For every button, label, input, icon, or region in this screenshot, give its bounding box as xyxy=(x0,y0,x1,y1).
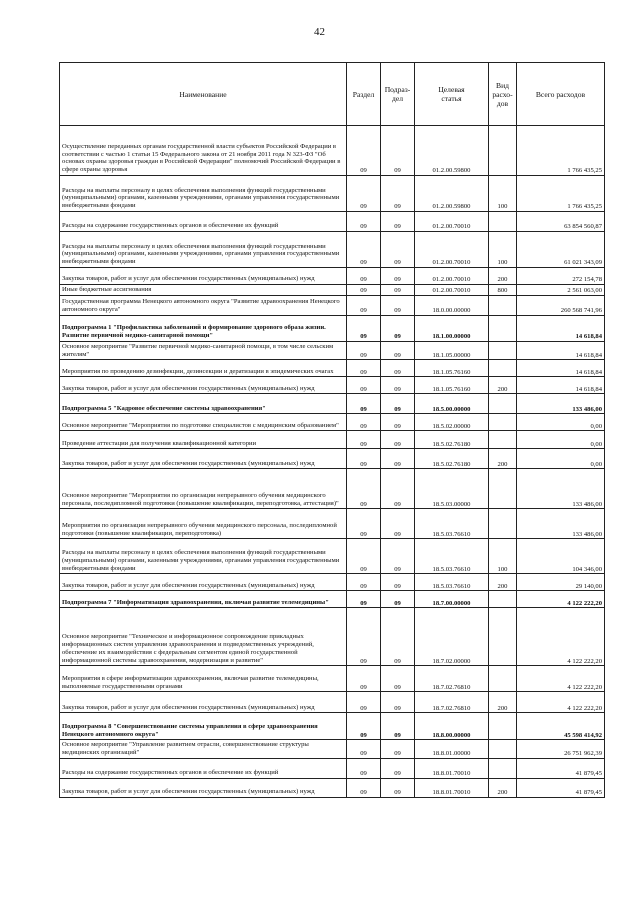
row-article-cell: 18.0.00.00000 xyxy=(415,295,489,315)
row-name-cell: Расходы на содержание государственных органов и обеспечение их функций xyxy=(60,758,347,778)
row-amount-cell: 133 486,00 xyxy=(517,394,605,414)
row-name-cell: Подпрограмма 7 "Информатизация здравоохранения, включая развитие телемедицины" xyxy=(60,591,347,608)
table-row xyxy=(60,341,605,360)
row-article-cell: 18.5.03.00000 xyxy=(415,469,489,509)
table-row xyxy=(60,449,605,469)
row-name-cell: Расходы на выплаты персоналу в целях обеспечения выполнения функций государственными (муниципальными) органами, казенными учреждениями, органами управления государственными внебюджетными фондами xyxy=(60,176,347,212)
row-name-cell: Основное мероприятие "Техническое и информационное сопровождение прикладных информационных систем управления здравоохранения и подведомственных учреждений, обеспечение их взаимодействия с федеральным сегментом единой государственной информационной системы здравоохранения, модернизация и развитие" xyxy=(60,608,347,666)
row-expense-type-cell xyxy=(489,469,517,509)
row-expense-type-cell: 100 xyxy=(489,539,517,574)
row-subsection-cell: 09 xyxy=(381,394,415,414)
row-subsection-cell: 09 xyxy=(381,692,415,713)
row-section-cell: 09 xyxy=(347,126,381,176)
row-section-cell: 09 xyxy=(347,232,381,268)
table-row xyxy=(60,758,605,778)
page-number: 42 xyxy=(314,26,325,38)
row-amount-cell: 14 618,84 xyxy=(517,377,605,394)
row-article-cell: 01.2.00.70010 xyxy=(415,268,489,285)
row-name-cell: Закупка товаров, работ и услуг для обеспечения государственных (муниципальных) нужд xyxy=(60,778,347,797)
row-name-cell: Основное мероприятие "Управление развитием отрасли, совершенствование структуры медицинских организаций" xyxy=(60,740,347,759)
row-section-cell: 09 xyxy=(347,574,381,591)
row-article-cell: 01.2.00.59800 xyxy=(415,176,489,212)
table-row xyxy=(60,377,605,394)
row-section-cell: 09 xyxy=(347,268,381,285)
table-header-row xyxy=(60,63,605,126)
row-subsection-cell: 09 xyxy=(381,431,415,449)
row-name-cell: Закупка товаров, работ и услуг для обеспечения государственных (муниципальных) нужд xyxy=(60,574,347,591)
row-name-cell: Подпрограмма 1 "Профилактика заболеваний и формирование здорового образа жизни. Развитие первичной медико-санитарной помощи" xyxy=(60,315,347,341)
table-row xyxy=(60,431,605,449)
row-name-cell: Мероприятия по проведению дезинфекции, дезинсекции и дератизации в эпидемических очагах xyxy=(60,360,347,377)
row-expense-type-cell: 100 xyxy=(489,232,517,268)
row-expense-type-cell: 100 xyxy=(489,176,517,212)
row-subsection-cell: 09 xyxy=(381,778,415,797)
row-expense-type-cell: 200 xyxy=(489,778,517,797)
row-section-cell: 09 xyxy=(347,539,381,574)
row-name-cell: Закупка товаров, работ и услуг для обеспечения государственных (муниципальных) нужд xyxy=(60,377,347,394)
table-row xyxy=(60,232,605,268)
row-expense-type-cell: 200 xyxy=(489,574,517,591)
table-row xyxy=(60,176,605,212)
row-article-cell: 18.1.05.76160 xyxy=(415,377,489,394)
row-amount-cell: 133 486,00 xyxy=(517,469,605,509)
row-name-cell: Закупка товаров, работ и услуг для обеспечения государственных (муниципальных) нужд xyxy=(60,268,347,285)
row-section-cell: 09 xyxy=(347,591,381,608)
row-article-cell: 18.5.02.76180 xyxy=(415,449,489,469)
row-section-cell: 09 xyxy=(347,758,381,778)
table-row xyxy=(60,713,605,740)
row-subsection-cell: 09 xyxy=(381,341,415,360)
row-amount-cell: 260 568 741,96 xyxy=(517,295,605,315)
table-row xyxy=(60,295,605,315)
row-section-cell: 09 xyxy=(347,212,381,232)
row-name-cell: Основное мероприятие "Мероприятия по подготовке специалистов с медицинским образованием" xyxy=(60,414,347,431)
row-section-cell: 09 xyxy=(347,431,381,449)
row-subsection-cell: 09 xyxy=(381,295,415,315)
row-subsection-cell: 09 xyxy=(381,758,415,778)
row-name-cell: Закупка товаров, работ и услуг для обеспечения государственных (муниципальных) нужд xyxy=(60,692,347,713)
row-amount-cell: 1 766 435,25 xyxy=(517,176,605,212)
row-section-cell: 09 xyxy=(347,394,381,414)
row-amount-cell: 41 879,45 xyxy=(517,758,605,778)
row-name-cell: Основное мероприятие "Мероприятия по организации непрерывного обучения медицинского персонала, последипломной подготовки (повышение квалификации, переподготовка, аттестация)" xyxy=(60,469,347,509)
row-amount-cell: 14 618,84 xyxy=(517,360,605,377)
row-amount-cell: 14 618,84 xyxy=(517,341,605,360)
row-section-cell: 09 xyxy=(347,509,381,539)
row-expense-type-cell xyxy=(489,713,517,740)
row-article-cell: 18.5.03.76610 xyxy=(415,539,489,574)
row-amount-cell: 1 766 435,25 xyxy=(517,126,605,176)
row-expense-type-cell xyxy=(489,394,517,414)
column-header-name: Наименование xyxy=(60,63,347,126)
table-row xyxy=(60,394,605,414)
row-subsection-cell: 09 xyxy=(381,574,415,591)
row-article-cell: 18.8.01.70010 xyxy=(415,758,489,778)
column-header-section: Раздел xyxy=(347,63,381,126)
row-subsection-cell: 09 xyxy=(381,469,415,509)
row-section-cell: 09 xyxy=(347,692,381,713)
table-row xyxy=(60,414,605,431)
row-article-cell: 01.2.00.70010 xyxy=(415,232,489,268)
row-amount-cell: 29 140,00 xyxy=(517,574,605,591)
row-expense-type-cell xyxy=(489,509,517,539)
row-expense-type-cell xyxy=(489,295,517,315)
row-subsection-cell: 09 xyxy=(381,232,415,268)
row-section-cell: 09 xyxy=(347,713,381,740)
table-row xyxy=(60,212,605,232)
row-subsection-cell: 09 xyxy=(381,509,415,539)
row-amount-cell: 4 122 222,20 xyxy=(517,608,605,666)
row-article-cell: 18.5.02.00000 xyxy=(415,414,489,431)
table-row xyxy=(60,469,605,509)
row-article-cell: 01.2.00.70010 xyxy=(415,212,489,232)
row-article-cell: 18.7.02.76810 xyxy=(415,692,489,713)
column-header-target-article: Целевая статья xyxy=(415,63,489,126)
row-article-cell: 01.2.00.59800 xyxy=(415,126,489,176)
row-subsection-cell: 09 xyxy=(381,666,415,692)
table-row xyxy=(60,778,605,797)
row-expense-type-cell xyxy=(489,212,517,232)
table-row xyxy=(60,539,605,574)
row-name-cell: Расходы на содержание государственных органов и обеспечение их функций xyxy=(60,212,347,232)
row-expense-type-cell xyxy=(489,666,517,692)
row-expense-type-cell xyxy=(489,758,517,778)
row-name-cell: Мероприятия по организации непрерывного обучения медицинского персонала, последипломной подготовки (повышение квалификации, переподготовка) xyxy=(60,509,347,539)
row-expense-type-cell xyxy=(489,360,517,377)
row-article-cell: 01.2.00.70010 xyxy=(415,285,489,296)
row-subsection-cell: 09 xyxy=(381,285,415,296)
row-name-cell: Основное мероприятие "Развитие первичной медико-санитарной помощи, в том числе сельским жителям" xyxy=(60,341,347,360)
row-subsection-cell: 09 xyxy=(381,414,415,431)
row-subsection-cell: 09 xyxy=(381,126,415,176)
row-amount-cell: 272 154,78 xyxy=(517,268,605,285)
row-section-cell: 09 xyxy=(347,778,381,797)
row-article-cell: 18.8.01.00000 xyxy=(415,740,489,759)
row-amount-cell: 41 879,45 xyxy=(517,778,605,797)
table-row xyxy=(60,315,605,341)
row-name-cell: Мероприятия в сфере информатизации здравоохранения, включая развитие телемедицины, выполняемые государственными органами xyxy=(60,666,347,692)
row-section-cell: 09 xyxy=(347,176,381,212)
row-subsection-cell: 09 xyxy=(381,360,415,377)
table-row xyxy=(60,268,605,285)
row-amount-cell: 0,00 xyxy=(517,414,605,431)
table-row xyxy=(60,666,605,692)
row-subsection-cell: 09 xyxy=(381,539,415,574)
row-expense-type-cell xyxy=(489,341,517,360)
table-row xyxy=(60,360,605,377)
row-expense-type-cell xyxy=(489,431,517,449)
row-article-cell: 18.1.05.76160 xyxy=(415,360,489,377)
row-amount-cell: 4 122 222,20 xyxy=(517,666,605,692)
row-expense-type-cell xyxy=(489,126,517,176)
row-amount-cell: 133 486,00 xyxy=(517,509,605,539)
row-amount-cell: 63 854 560,87 xyxy=(517,212,605,232)
row-article-cell: 18.8.00.00000 xyxy=(415,713,489,740)
row-article-cell: 18.1.05.00000 xyxy=(415,341,489,360)
budget-table xyxy=(59,62,605,798)
table-row xyxy=(60,692,605,713)
row-expense-type-cell xyxy=(489,315,517,341)
row-name-cell: Проведение аттестации для получения квалификационной категории xyxy=(60,431,347,449)
row-section-cell: 09 xyxy=(347,414,381,431)
row-section-cell: 09 xyxy=(347,608,381,666)
row-subsection-cell: 09 xyxy=(381,315,415,341)
table-row xyxy=(60,285,605,296)
row-expense-type-cell: 200 xyxy=(489,377,517,394)
row-section-cell: 09 xyxy=(347,469,381,509)
row-expense-type-cell xyxy=(489,608,517,666)
row-amount-cell: 2 561 063,00 xyxy=(517,285,605,296)
row-expense-type-cell xyxy=(489,740,517,759)
row-section-cell: 09 xyxy=(347,360,381,377)
row-subsection-cell: 09 xyxy=(381,608,415,666)
table-row xyxy=(60,608,605,666)
table-row xyxy=(60,126,605,176)
row-amount-cell: 0,00 xyxy=(517,431,605,449)
row-expense-type-cell: 200 xyxy=(489,268,517,285)
table-row xyxy=(60,509,605,539)
row-article-cell: 18.7.02.00000 xyxy=(415,608,489,666)
row-name-cell: Осуществление переданных органам государственной власти субъектов Российской Федерации в соответствии с частью 1 статьи 15 Федерального закона от 21 ноября 2011 года N 323-ФЗ "Об основах охраны здоровья граждан в Российской Федерации" полномочий Российской Федерации в сфере охраны здоровья xyxy=(60,126,347,176)
row-section-cell: 09 xyxy=(347,449,381,469)
table-row xyxy=(60,591,605,608)
column-header-subsection: Подраз- дел xyxy=(381,63,415,126)
column-header-expense-type: Вид расхо- дов xyxy=(489,63,517,126)
row-amount-cell: 4 122 222,20 xyxy=(517,692,605,713)
row-section-cell: 09 xyxy=(347,285,381,296)
table-row xyxy=(60,740,605,759)
row-name-cell: Государственная программа Ненецкого автономного округа "Развитие здравоохранения Ненецкого автономного округа" xyxy=(60,295,347,315)
row-article-cell: 18.5.00.00000 xyxy=(415,394,489,414)
row-name-cell: Подпрограмма 5 "Кадровое обеспечение системы здравоохранения" xyxy=(60,394,347,414)
row-name-cell: Расходы на выплаты персоналу в целях обеспечения выполнения функций государственными (муниципальными) органами, казенными учреждениями, органами управления государственными внебюджетными фондами xyxy=(60,232,347,268)
row-subsection-cell: 09 xyxy=(381,268,415,285)
row-article-cell: 18.7.00.00000 xyxy=(415,591,489,608)
row-subsection-cell: 09 xyxy=(381,176,415,212)
row-section-cell: 09 xyxy=(347,341,381,360)
row-amount-cell: 45 598 414,92 xyxy=(517,713,605,740)
row-expense-type-cell xyxy=(489,591,517,608)
row-article-cell: 18.5.03.76610 xyxy=(415,574,489,591)
row-subsection-cell: 09 xyxy=(381,713,415,740)
row-section-cell: 09 xyxy=(347,295,381,315)
table-row xyxy=(60,574,605,591)
row-subsection-cell: 09 xyxy=(381,591,415,608)
table-body xyxy=(60,126,605,798)
row-amount-cell: 61 021 343,09 xyxy=(517,232,605,268)
row-name-cell: Расходы на выплаты персоналу в целях обеспечения выполнения функций государственными (муниципальными) органами, казенными учреждениями, органами управления государственными внебюджетными фондами xyxy=(60,539,347,574)
row-amount-cell: 14 618,84 xyxy=(517,315,605,341)
row-subsection-cell: 09 xyxy=(381,449,415,469)
column-header-total: Всего расходов xyxy=(517,63,605,126)
row-article-cell: 18.1.00.00000 xyxy=(415,315,489,341)
row-amount-cell: 0,00 xyxy=(517,449,605,469)
row-section-cell: 09 xyxy=(347,740,381,759)
row-amount-cell: 4 122 222,20 xyxy=(517,591,605,608)
row-amount-cell: 104 346,00 xyxy=(517,539,605,574)
row-expense-type-cell: 200 xyxy=(489,692,517,713)
row-expense-type-cell: 200 xyxy=(489,449,517,469)
row-amount-cell: 26 751 962,39 xyxy=(517,740,605,759)
row-name-cell: Иные бюджетные ассигнования xyxy=(60,285,347,296)
row-name-cell: Закупка товаров, работ и услуг для обеспечения государственных (муниципальных) нужд xyxy=(60,449,347,469)
row-subsection-cell: 09 xyxy=(381,740,415,759)
row-subsection-cell: 09 xyxy=(381,212,415,232)
row-section-cell: 09 xyxy=(347,377,381,394)
row-article-cell: 18.8.01.70010 xyxy=(415,778,489,797)
row-subsection-cell: 09 xyxy=(381,377,415,394)
row-expense-type-cell: 800 xyxy=(489,285,517,296)
row-article-cell: 18.5.03.76610 xyxy=(415,509,489,539)
row-name-cell: Подпрограмма 8 "Совершенствование системы управления в сфере здравоохранения Ненецкого автономного округа" xyxy=(60,713,347,740)
row-section-cell: 09 xyxy=(347,315,381,341)
row-section-cell: 09 xyxy=(347,666,381,692)
row-article-cell: 18.7.02.76810 xyxy=(415,666,489,692)
row-expense-type-cell xyxy=(489,414,517,431)
row-article-cell: 18.5.02.76180 xyxy=(415,431,489,449)
